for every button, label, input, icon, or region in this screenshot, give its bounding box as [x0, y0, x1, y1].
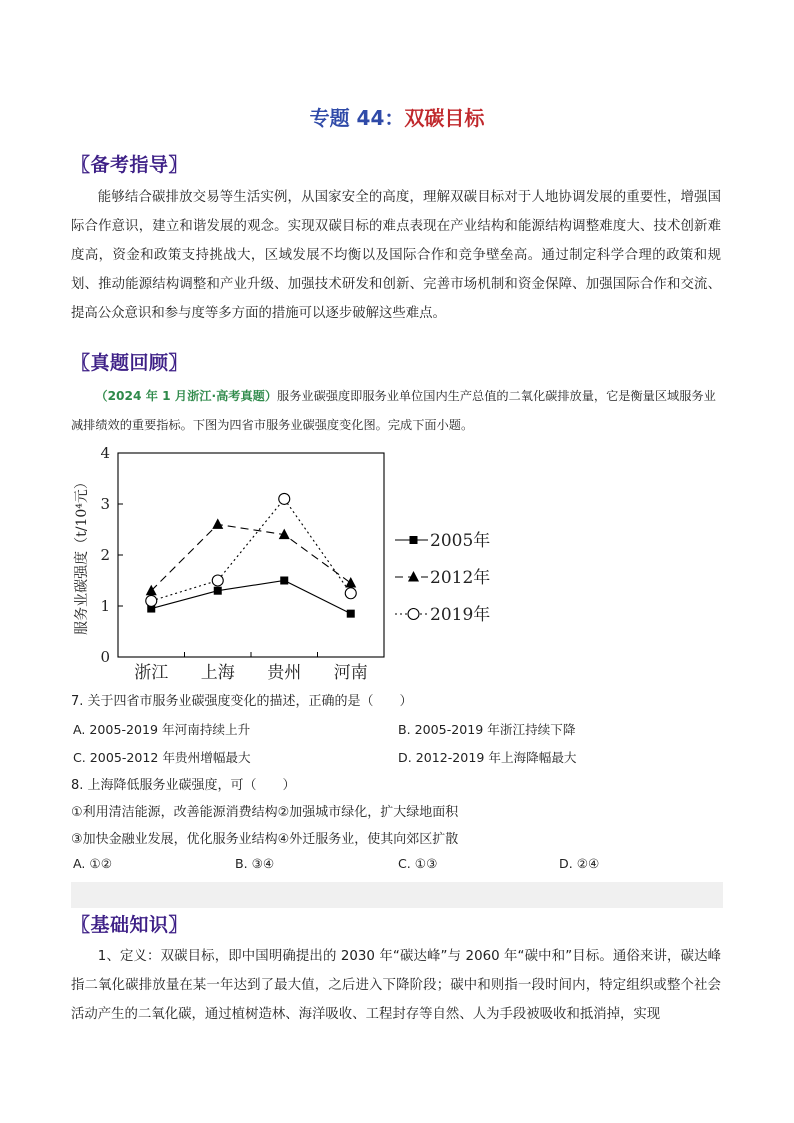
q8-option-d[interactable]: D. ②④: [559, 856, 600, 871]
q7-option-d[interactable]: D. 2012-2019 年上海降幅最大: [398, 750, 577, 765]
q8-option-b[interactable]: B. ③④: [235, 856, 275, 871]
legend-marker: [410, 536, 418, 544]
data-point: [212, 575, 223, 586]
section-heading-review: 〖真题回顾〗: [71, 352, 189, 374]
data-point: [279, 493, 290, 504]
section-heading-basics: 〖基础知识〗: [71, 914, 189, 936]
answer-placeholder-bar: [71, 882, 723, 908]
q7-option-a[interactable]: A. 2005-2019 年河南持续上升: [73, 722, 251, 737]
guide-text: 能够结合碳排放交易等生活实例，从国家安全的高度，理解双碳目标对于人地协调发展的重要性，增强国际合作意识，建立和谐发展的观念。实现双碳目标的难点表现在产业结构和能源结构调整难度大、技术创新难度高，资金和政策支持挑战大，区域发展不均衡以及国际合作和竞争壁垒高。通过制定科学合理的政策和规划、推动能源结构调整和产业升级、加强技术研发和创新、完善市场机制和资金保障、加强国际合作和交流、提高公众意识和参与度等多方面的措施可以逐步破解这些难点。: [71, 190, 721, 321]
q7-stem: 7. 关于四省市服务业碳强度变化的描述，正确的是（ ）: [71, 694, 413, 709]
series-line-2: [151, 524, 351, 590]
legend-label: 2005年: [430, 531, 491, 551]
basics-text: 1、定义：双碳目标，即中国明确提出的 2030 年“碳达峰”与 2060 年“碳中和”目标。通俗来讲，碳达峰指二氧化碳排放量在某一年达到了最大值，之后进入下降阶段；碳中和则指一段时间内，特定组织或整个社会活动产生的二氧化碳，通过植树造林、海洋吸收、工程封存等自然、人为手段被吸收和抵消掉，实现: [71, 949, 721, 1022]
q8-statements-2: ③加快金融业发展，优化服务业结构④外迁服务业，使其向郊区扩散: [71, 832, 459, 847]
legend-label: 2019年: [430, 605, 491, 625]
guide-paragraph: [71, 183, 721, 328]
y-tick-label: 1: [100, 597, 110, 615]
x-category-label: 贵州: [267, 663, 302, 683]
title-topic: 双碳目标: [404, 106, 485, 130]
x-category-label: 浙江: [134, 663, 169, 683]
data-point: [345, 577, 356, 588]
data-point: [280, 577, 288, 585]
data-point: [146, 595, 157, 606]
y-axis-label: 服务业碳强度（t/10⁴元）: [74, 475, 90, 635]
plot-frame: [118, 453, 384, 657]
section-heading-guide: 〖备考指导〗: [71, 154, 189, 176]
question-intro-text: 服务业碳强度即服务业单位国内生产总值的二氧化碳排放量，它是衡量区域服务业减排绩效的重要指标。下图为四省市服务业碳强度变化图。完成下面小题。: [71, 389, 716, 432]
series-line-1: [151, 581, 351, 614]
q8-option-a[interactable]: A. ①②: [73, 856, 112, 871]
q7-option-b[interactable]: B. 2005-2019 年浙江持续下降: [398, 722, 576, 737]
q8-option-c[interactable]: C. ①③: [398, 856, 438, 871]
q7-option-c[interactable]: C. 2005-2012 年贵州增幅最大: [73, 750, 251, 765]
q8-statements-1: ①利用清洁能源，改善能源消费结构②加强城市绿化，扩大绿地面积: [71, 805, 459, 820]
x-category-label: 上海: [200, 663, 235, 683]
q8-stem: 8. 上海降低服务业碳强度，可（ ）: [71, 778, 296, 793]
data-point: [212, 518, 223, 529]
carbon-intensity-chart: [68, 440, 508, 685]
legend-marker: [408, 571, 419, 582]
y-tick-label: 0: [100, 648, 110, 666]
y-tick-label: 4: [100, 444, 110, 462]
data-point: [214, 587, 222, 595]
question-intro: [71, 382, 721, 440]
legend-label: 2012年: [430, 568, 491, 588]
data-point: [347, 610, 355, 618]
data-point: [345, 588, 356, 599]
y-tick-label: 3: [100, 495, 110, 513]
y-tick-label: 2: [100, 546, 110, 564]
x-category-label: 河南: [333, 663, 368, 683]
basics-paragraph: [71, 942, 721, 1029]
page-title: [0, 102, 794, 131]
question-source: （2024 年 1 月浙江·高考真题）: [95, 389, 278, 403]
title-prefix: 专题 44：: [309, 106, 405, 130]
legend-marker: [408, 609, 419, 620]
